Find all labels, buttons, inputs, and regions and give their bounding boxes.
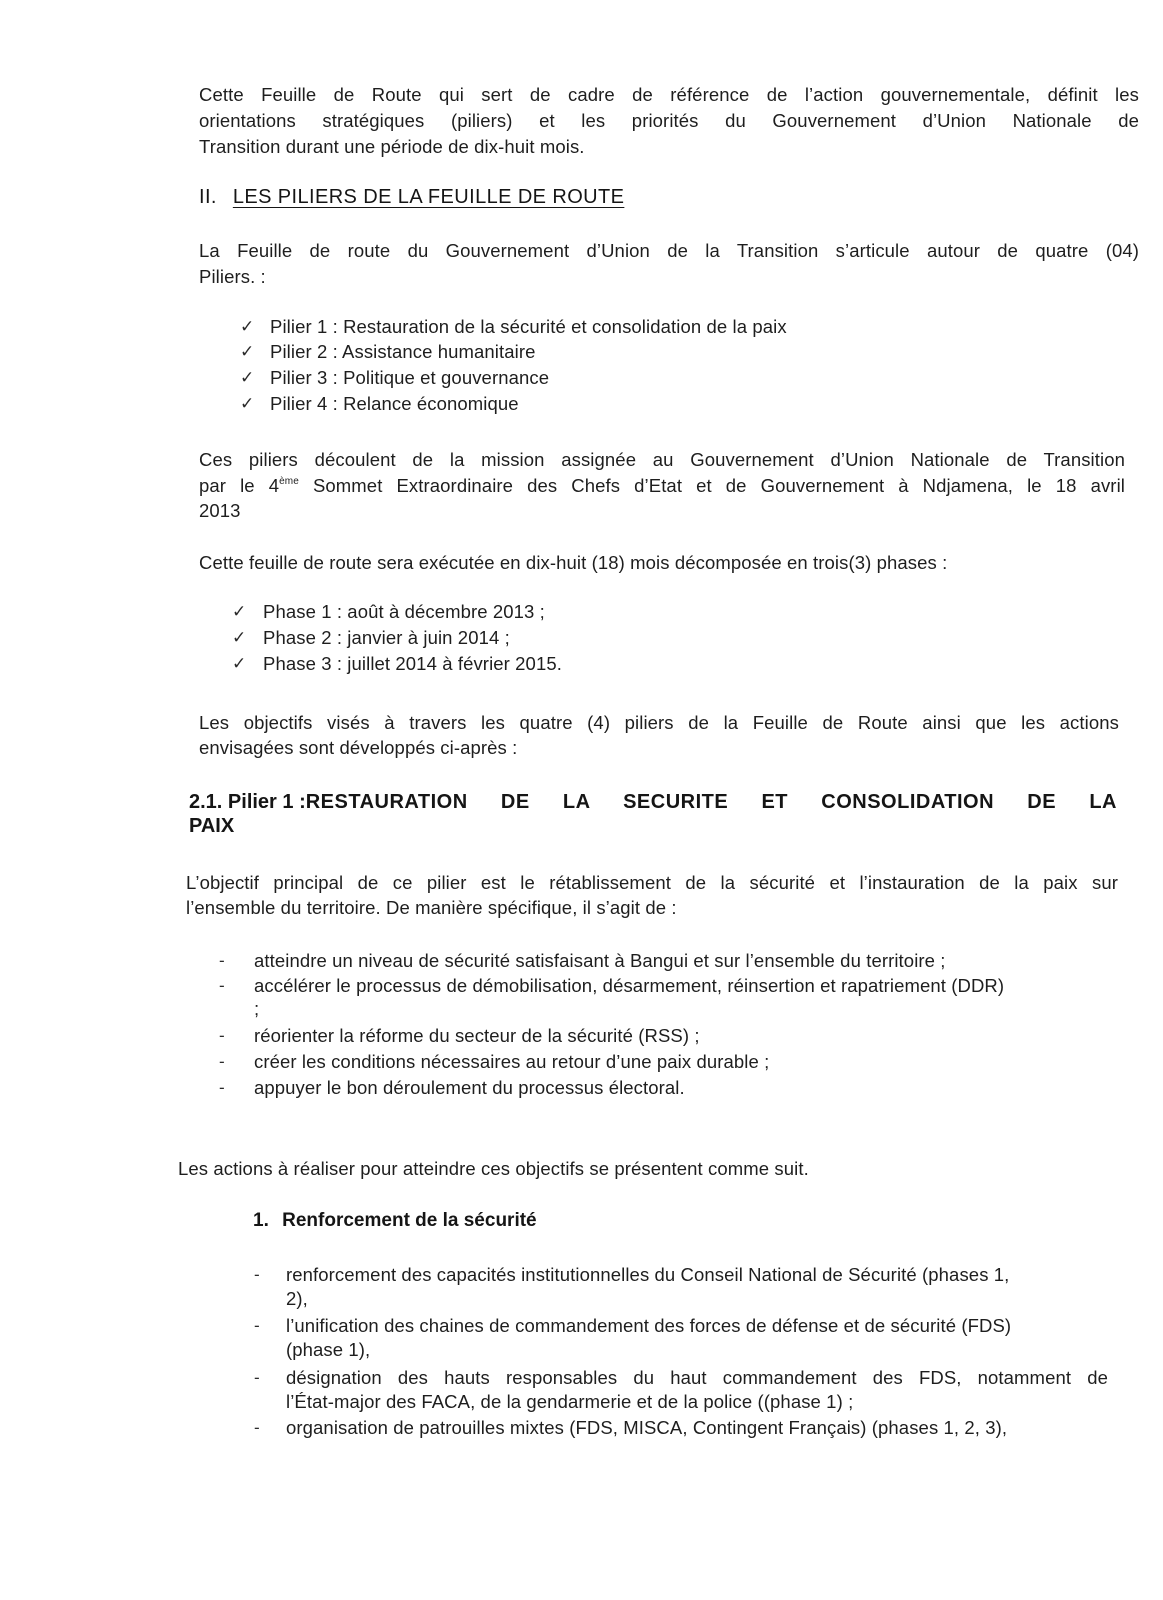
action-item: désignation des hauts responsables du haut commandement des FDS, notamment de [286,1367,1108,1388]
pilier1-heading-continued: PAIX [189,815,235,837]
phase-item: Phase 3 : juillet 2014 à février 2015. [263,653,562,674]
pilier-item: Pilier 4 : Relance économique [270,393,519,414]
check-mark-icon: ✓ [232,602,247,621]
phase-item: Phase 1 : août à décembre 2013 ; [263,601,545,622]
pilier-item: Pilier 2 : Assistance humanitaire [270,341,536,362]
intro-line: orientations stratégiques (piliers) et les priorités du Gouvernement d’Union Nationale de [199,110,1139,131]
goal-item: réorienter la réforme du secteur de la sécurité (RSS) ; [254,1025,700,1046]
subsection-heading [253,1209,537,1233]
dash-bullet: - [254,1265,260,1284]
dash-bullet: - [254,1316,260,1335]
subsection-number: 1. [253,1210,269,1231]
action-item: renforcement des capacités institutionnelles du Conseil National de Sécurité (phases 1, [286,1264,1010,1285]
action-item-continued: 2), [286,1288,308,1309]
action-item: organisation de patrouilles mixtes (FDS, MISCA, Contingent Français) (phases 1, 2, 3), [286,1417,1008,1438]
objective-line: L’objectif principal de ce pilier est le rétablissement de la sécurité et l’instauration de la paix sur [186,872,1118,893]
dash-bullet: - [219,1052,225,1071]
phase-item: Phase 2 : janvier à juin 2014 ; [263,627,510,648]
section-intro-line: La Feuille de route du Gouvernement d’Union de la Transition s’articule autour de quatre (04) [199,240,1139,261]
intro-line: Cette Feuille de Route qui sert de cadre de référence de l’action gouvernementale, définit les [199,84,1139,105]
pilier-item: Pilier 1 : Restauration de la sécurité et consolidation de la paix [270,316,787,337]
action-item: l’unification des chaines de commandement des forces de défense et de sécurité (FDS) [286,1315,1012,1336]
phases-intro: Cette feuille de route sera exécutée en dix-huit (18) mois décomposée en trois(3) phases : [199,552,948,573]
actions-intro: Les actions à réaliser pour atteindre ces objectifs se présentent comme suit. [178,1158,809,1179]
ordinal-superscript: ème [279,476,299,487]
action-item-continued: (phase 1), [286,1339,371,1360]
intro-line: Transition durant une période de dix-huit mois. [199,136,585,157]
mission-line: Ces piliers découlent de la mission assignée au Gouvernement d’Union Nationale de Transition [199,449,1125,470]
objective-line: l’ensemble du territoire. De manière spécifique, il s’agit de : [186,897,677,918]
dash-bullet: - [219,1026,225,1045]
pilier-item: Pilier 3 : Politique et gouvernance [270,367,550,388]
dash-bullet: - [219,951,225,970]
goal-item: créer les conditions nécessaires au retour d’une paix durable ; [254,1051,770,1072]
section-title: LES PILIERS DE LA FEUILLE DE ROUTE [232,186,625,208]
goal-item-continued: ; [254,998,260,1019]
check-mark-icon: ✓ [232,654,247,673]
mission-line [199,475,1125,497]
dash-bullet: - [219,1078,225,1097]
check-mark-icon: ✓ [240,342,255,361]
objectives-line: envisagées sont développés ci-après : [199,737,518,758]
mission-line: 2013 [199,500,241,521]
check-mark-icon: ✓ [240,394,255,413]
goal-item: atteindre un niveau de sécurité satisfaisant à Bangui et sur l’ensemble du territoire ; [254,950,946,971]
mission-line-prefix: par le 4 [199,475,280,496]
check-mark-icon: ✓ [240,368,255,387]
objectives-line: Les objectifs visés à travers les quatre (4) piliers de la Feuille de Route ainsi que les actions [199,712,1119,733]
section-number: II. [199,186,217,208]
goal-item: accélérer le processus de démobilisation, désarmement, réinsertion et rapatriement (DDR) [254,975,1005,996]
mission-line-suffix: Sommet Extraordinaire des Chefs d’Etat et de Gouvernement à Ndjamena, le 18 avril [298,475,1125,496]
check-mark-icon: ✓ [240,317,255,336]
check-mark-icon: ✓ [232,628,247,647]
action-item-continued: l’État-major des FACA, de la gendarmerie et de la police ((phase 1) ; [286,1391,854,1412]
pilier1-heading-prefix: 2.1. Pilier 1 : [189,791,306,813]
dash-bullet: - [254,1368,260,1387]
goal-item: appuyer le bon déroulement du processus électoral. [254,1077,685,1098]
pilier1-heading [189,790,1117,814]
dash-bullet: - [219,976,225,995]
section-heading [199,185,624,209]
subsection-title: Renforcement de la sécurité [282,1210,537,1231]
pilier1-heading-title: RESTAURATION DE LA SECURITE ET CONSOLIDATION DE LA [305,791,1117,813]
section-intro-line: Piliers. : [199,266,266,287]
dash-bullet: - [254,1418,260,1437]
